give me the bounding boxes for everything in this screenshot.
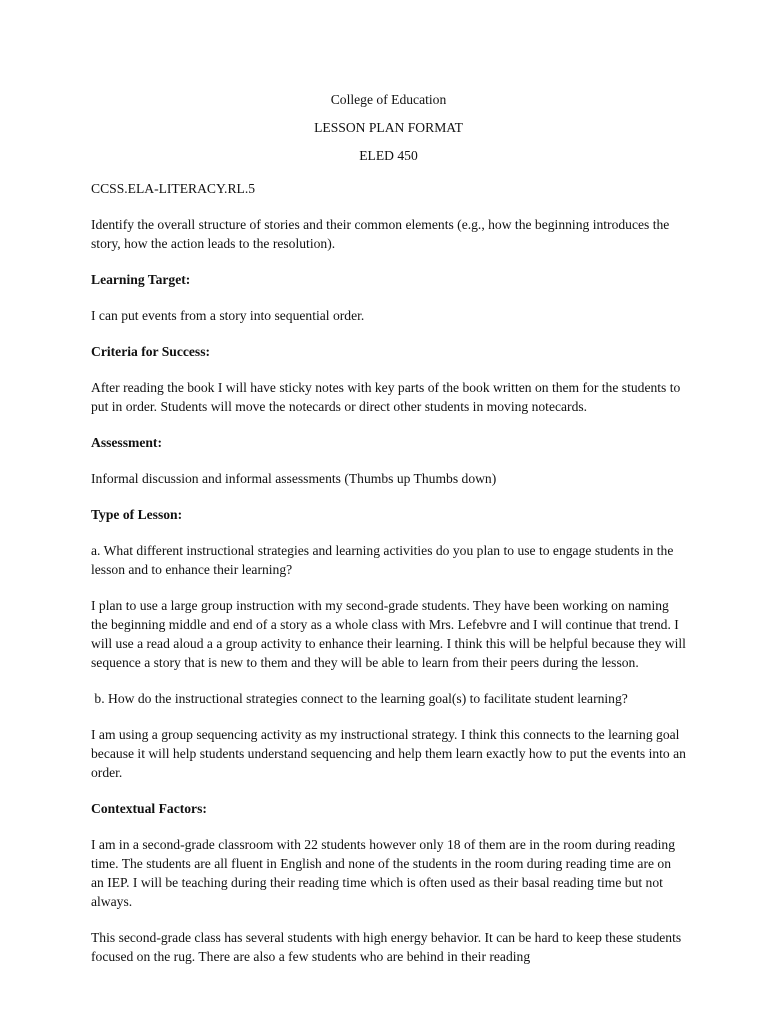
criteria-heading: Criteria for Success: [91,344,211,359]
college-name: College of Education [330,92,447,107]
contextual-factors-paragraph-1: I am in a second-grade classroom with 22 students however only 18 of them are in the room during reading time. The students are all fluent in English and none of the students in the room during reading time are on an IEP. I will be teaching during their reading time which is often used as their basal reading time but not always. [91,837,676,909]
answer-a: I plan to use a large group instruction with my second-grade students. They have been working on naming the beginning middle and end of a story as a whole class with Mrs. Lefebvre and I will continue that trend. I will use a read aloud a a group activity to enhance their learning. I think this will be helpful because they will sequence a story that is new to them and they will be able to learn from their peers during the lesson. [91,598,686,670]
question-a: a. What different instructional strategies and learning activities do you plan to use to engage students in the lesson and to enhance their learning? [91,543,674,577]
standard-description: Identify the overall structure of stories and their common elements (e.g., how the beginning introduces the story, how the action leads to the resolution). [91,217,670,251]
document-header [91,90,686,165]
learning-target-heading: Learning Target: [91,272,191,287]
answer-b: I am using a group sequencing activity as my instructional strategy. I think this connects to the learning goal because it will help students understand sequencing and help them learn exactly how to put the events into an order. [91,727,686,780]
learning-target-text: I can put events from a story into sequential order. [91,308,365,323]
standard-code: CCSS.ELA-LITERACY.RL.5 [91,181,256,196]
assessment-heading: Assessment: [91,435,162,450]
document-title: LESSON PLAN FORMAT [314,120,463,135]
course-code: ELED 450 [359,148,418,163]
contextual-factors-heading: Contextual Factors: [91,801,207,816]
question-b: b. How do the instructional strategies connect to the learning goal(s) to facilitate student learning? [91,691,628,706]
criteria-text: After reading the book I will have sticky notes with key parts of the book written on them for the students to put in order. Students will move the notecards or direct other students in moving notecards. [91,380,681,414]
assessment-text: Informal discussion and informal assessments (Thumbs up Thumbs down) [91,471,497,486]
document-page [91,90,686,983]
contextual-factors-paragraph-2: This second-grade class has several students with high energy behavior. It can be hard to keep these students focused on the rug. There are also a few students who are behind in their reading [91,930,682,964]
type-of-lesson-heading: Type of Lesson: [91,507,183,522]
